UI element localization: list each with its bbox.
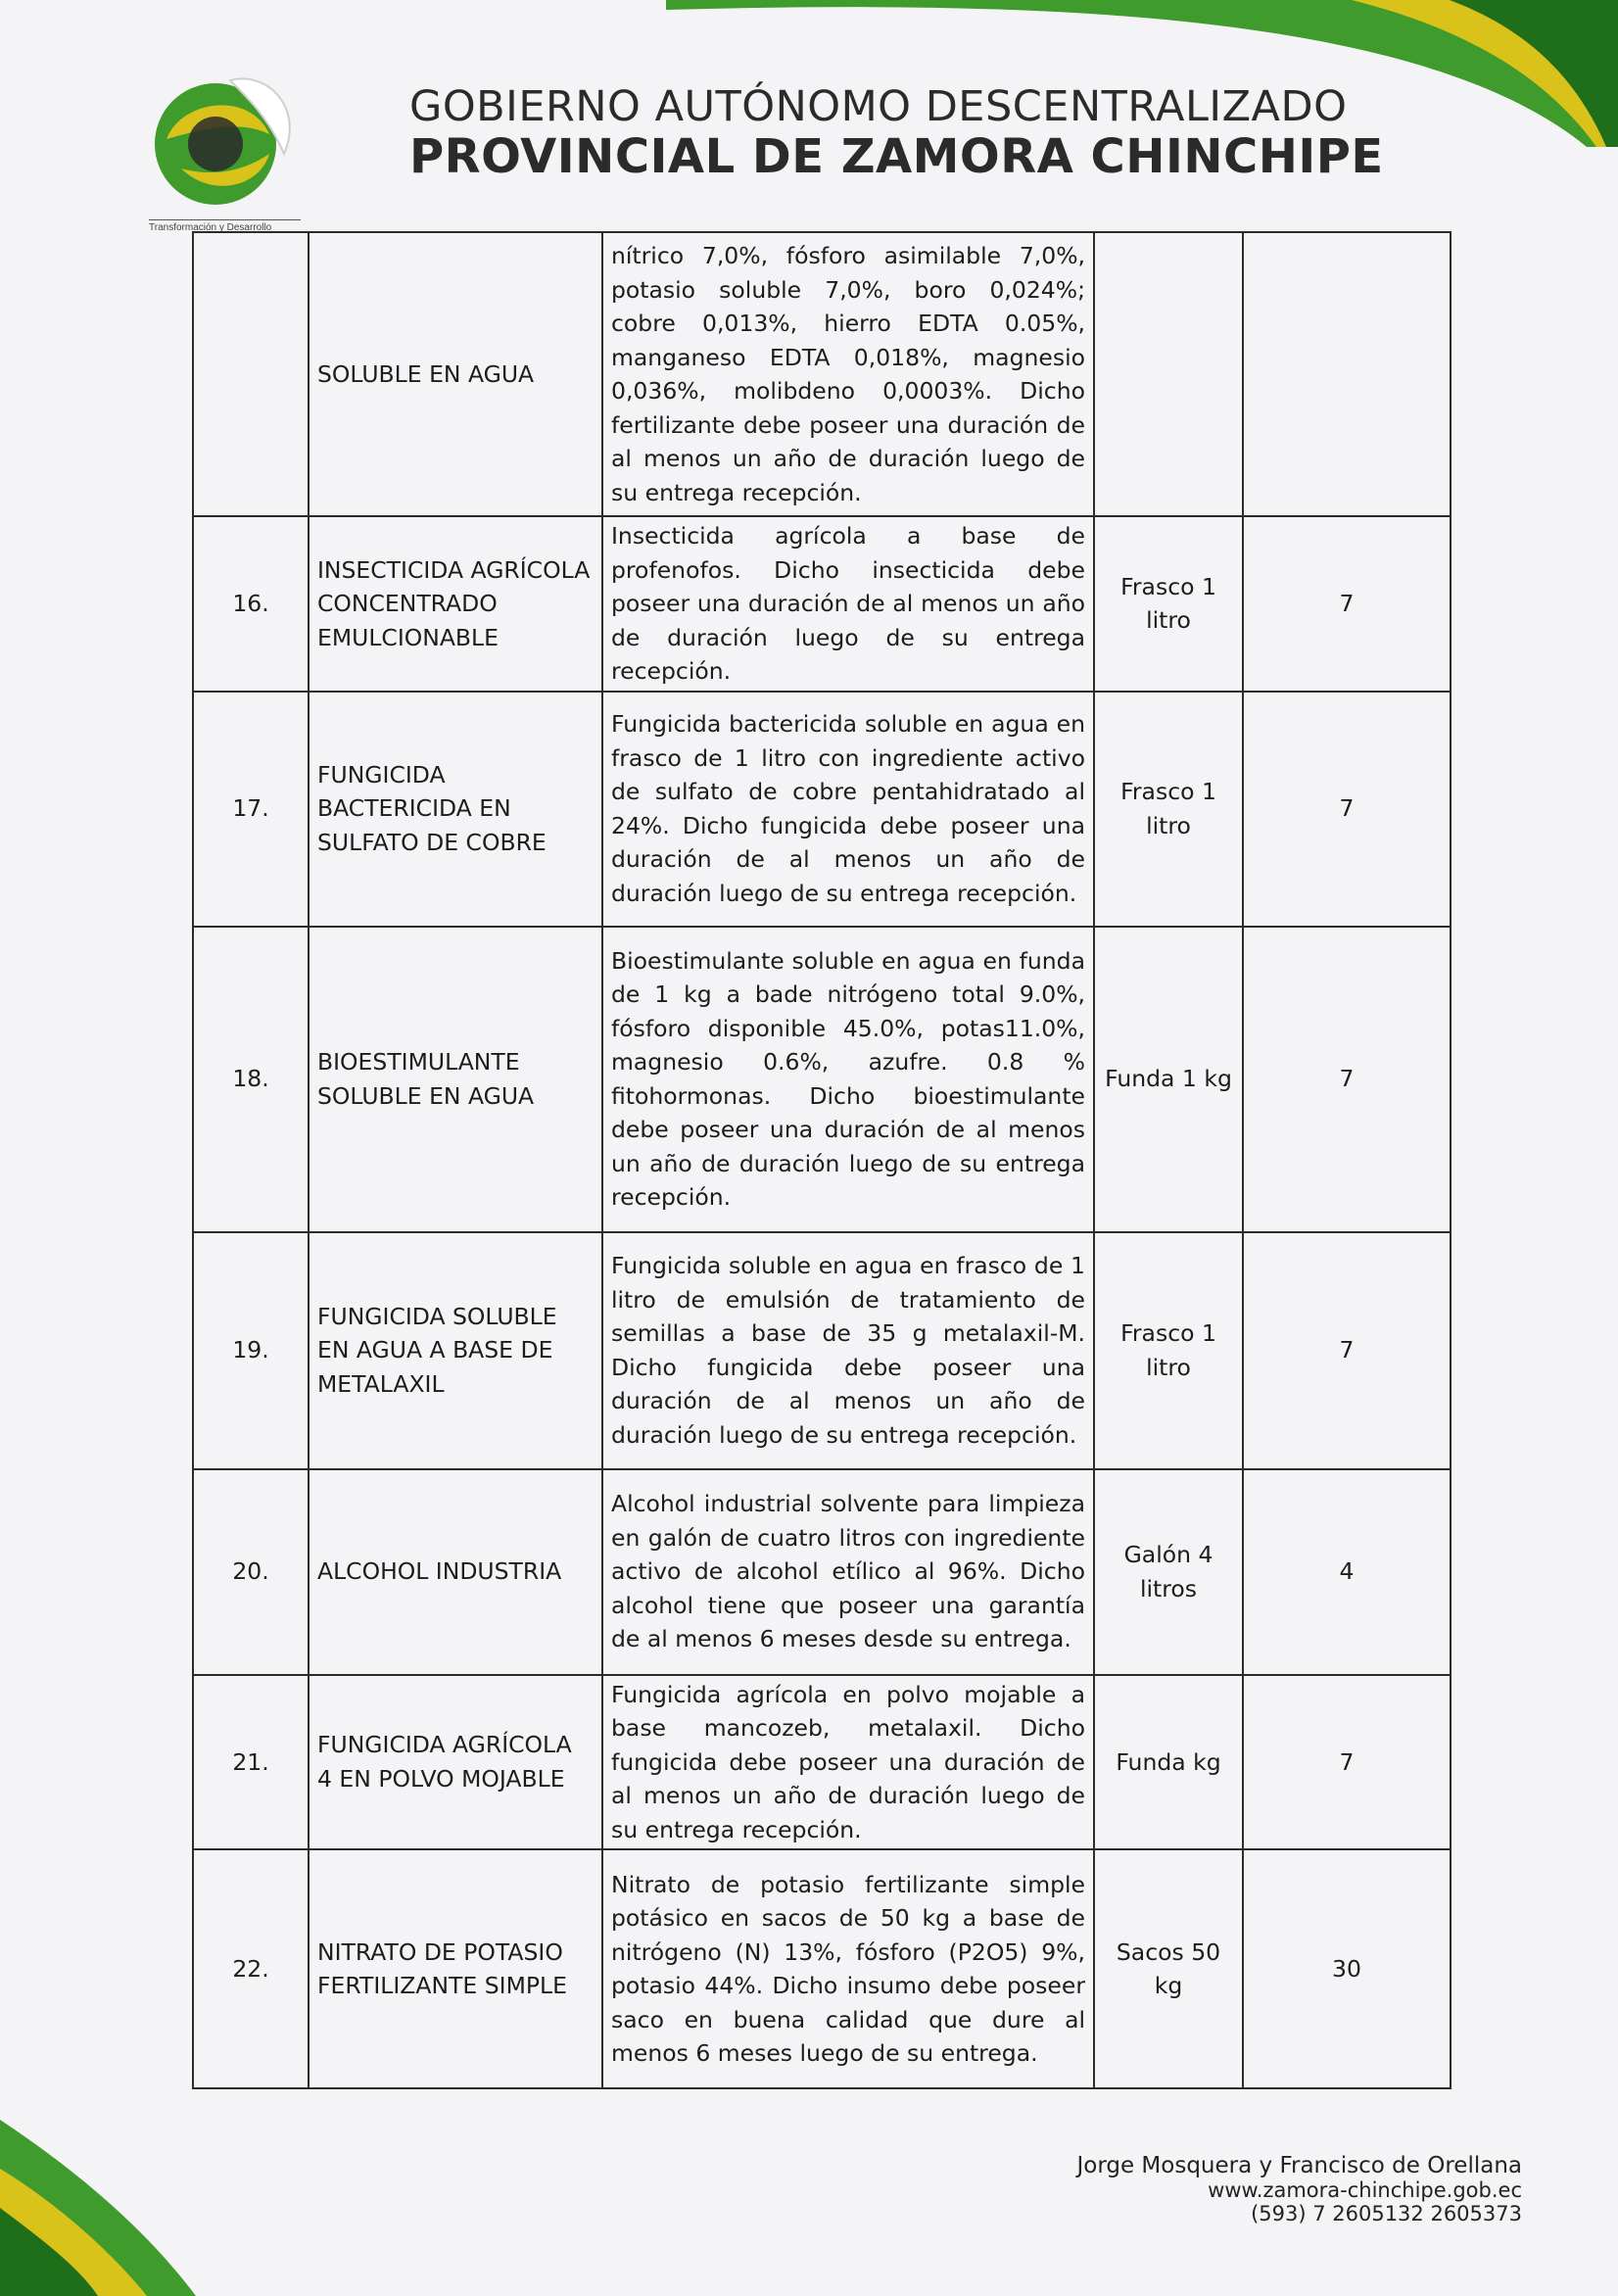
item-unit: Frasco 1 litro <box>1094 692 1243 927</box>
item-description: Bioestimulante soluble en agua en funda de 1 kg a bade nitrógeno total 9.0%, fósforo disponible 45.0%, potas11.0%, magnesio 0.6%, azufre. 0.8 % fitohormonas. Dicho bioestimulante debe poseer una duración de al menos un año de duración luego de su entrega recepción. <box>602 927 1094 1232</box>
item-unit: Frasco 1 litro <box>1094 1232 1243 1469</box>
logo-tagline: Transformación y Desarrollo <box>149 219 301 233</box>
requirements-table <box>192 231 1451 2089</box>
item-name: FUNGICIDA BACTERICIDA EN SULFATO DE COBRE <box>309 692 602 927</box>
item-description: Nitrato de potasio fertilizante simple potásico en sacos de 50 kg a base de nitrógeno (N) 13%, fósforo (P2O5) 9%, potasio 44%. Dicho insumo debe poseer saco en buena calidad que dure al menos 6 meses luego de su entrega. <box>602 1849 1094 2088</box>
table-row <box>193 1849 1451 2088</box>
table-row <box>193 927 1451 1232</box>
item-quantity: 4 <box>1243 1469 1451 1675</box>
header-title-line1: GOBIERNO AUTÓNOMO DESCENTRALIZADO <box>409 82 1348 131</box>
item-name: ALCOHOL INDUSTRIA <box>309 1469 602 1675</box>
item-number <box>193 232 309 516</box>
item-description: Alcohol industrial solvente para limpieza en galón de cuatro litros con ingrediente activo de alcohol etílico al 96%. Dicho alcohol tiene que poseer una garantía de al menos 6 meses desde su entrega. <box>602 1469 1094 1675</box>
table-row <box>193 1232 1451 1469</box>
item-name: SOLUBLE EN AGUA <box>309 232 602 516</box>
table-row <box>193 1469 1451 1675</box>
item-description: Insecticida agrícola a base de profenofos. Dicho insecticida debe poseer una duración de al menos un año de duración luego de su entrega recepción. <box>602 516 1094 692</box>
item-name: NITRATO DE POTASIO FERTILIZANTE SIMPLE <box>309 1849 602 2088</box>
item-description: nítrico 7,0%, fósforo asimilable 7,0%, potasio soluble 7,0%, boro 0,024%; cobre 0,013%, hierro EDTA 0.05%, manganeso EDTA 0,018%, magnesio 0,036%, molibdeno 0,0003%. Dicho fertilizante debe poseer una duración de al menos un año de duración luego de su entrega recepción. <box>602 232 1094 516</box>
item-unit: Funda 1 kg <box>1094 927 1243 1232</box>
item-quantity <box>1243 232 1451 516</box>
header-title-line2: PROVINCIAL DE ZAMORA CHINCHIPE <box>409 129 1384 184</box>
item-quantity: 30 <box>1243 1849 1451 2088</box>
item-name: INSECTICIDA AGRÍCOLA CONCENTRADO EMULCIONABLE <box>309 516 602 692</box>
item-number: 18. <box>193 927 309 1232</box>
item-unit: Funda kg <box>1094 1675 1243 1850</box>
item-number: 19. <box>193 1232 309 1469</box>
item-number: 17. <box>193 692 309 927</box>
item-quantity: 7 <box>1243 927 1451 1232</box>
item-unit <box>1094 232 1243 516</box>
item-number: 22. <box>193 1849 309 2088</box>
footer-address: Jorge Mosquera y Francisco de Orellana <box>1076 2153 1522 2178</box>
item-name: BIOESTIMULANTE SOLUBLE EN AGUA <box>309 927 602 1232</box>
item-quantity: 7 <box>1243 1232 1451 1469</box>
footer-phone: (593) 7 2605132 2605373 <box>1251 2202 1522 2225</box>
footer-swoosh <box>0 2100 255 2296</box>
table-row <box>193 516 1451 692</box>
footer-contact <box>1076 2153 1522 2225</box>
item-description: Fungicida agrícola en polvo mojable a base mancozeb, metalaxil. Dicho fungicida debe poseer una duración de al menos un año de duración luego de su entrega recepción. <box>602 1675 1094 1850</box>
footer-website-link[interactable]: www.zamora-chinchipe.gob.ec <box>1208 2178 1522 2202</box>
item-description: Fungicida bactericida soluble en agua en frasco de 1 litro con ingrediente activo de sulfato de cobre pentahidratado al 24%. Dicho fungicida debe poseer una duración de al menos un año de duración luego de su entrega recepción. <box>602 692 1094 927</box>
item-number: 16. <box>193 516 309 692</box>
item-quantity: 7 <box>1243 516 1451 692</box>
item-unit: Sacos 50 kg <box>1094 1849 1243 2088</box>
item-number: 20. <box>193 1469 309 1675</box>
item-unit: Frasco 1 litro <box>1094 516 1243 692</box>
gad-logo-icon <box>122 61 309 217</box>
table-row <box>193 232 1451 516</box>
item-quantity: 7 <box>1243 1675 1451 1850</box>
item-quantity: 7 <box>1243 692 1451 927</box>
table-row <box>193 1675 1451 1850</box>
item-unit: Galón 4 litros <box>1094 1469 1243 1675</box>
item-description: Fungicida soluble en agua en frasco de 1 litro de emulsión de tratamiento de semillas a base de 35 g metalaxil-M. Dicho fungicida debe poseer una duración de al menos un año de duración luego de su entrega recepción. <box>602 1232 1094 1469</box>
item-name: FUNGICIDA SOLUBLE EN AGUA A BASE DE METALAXIL <box>309 1232 602 1469</box>
table-row <box>193 692 1451 927</box>
item-name: FUNGICIDA AGRÍCOLA 4 EN POLVO MOJABLE <box>309 1675 602 1850</box>
item-number: 21. <box>193 1675 309 1850</box>
